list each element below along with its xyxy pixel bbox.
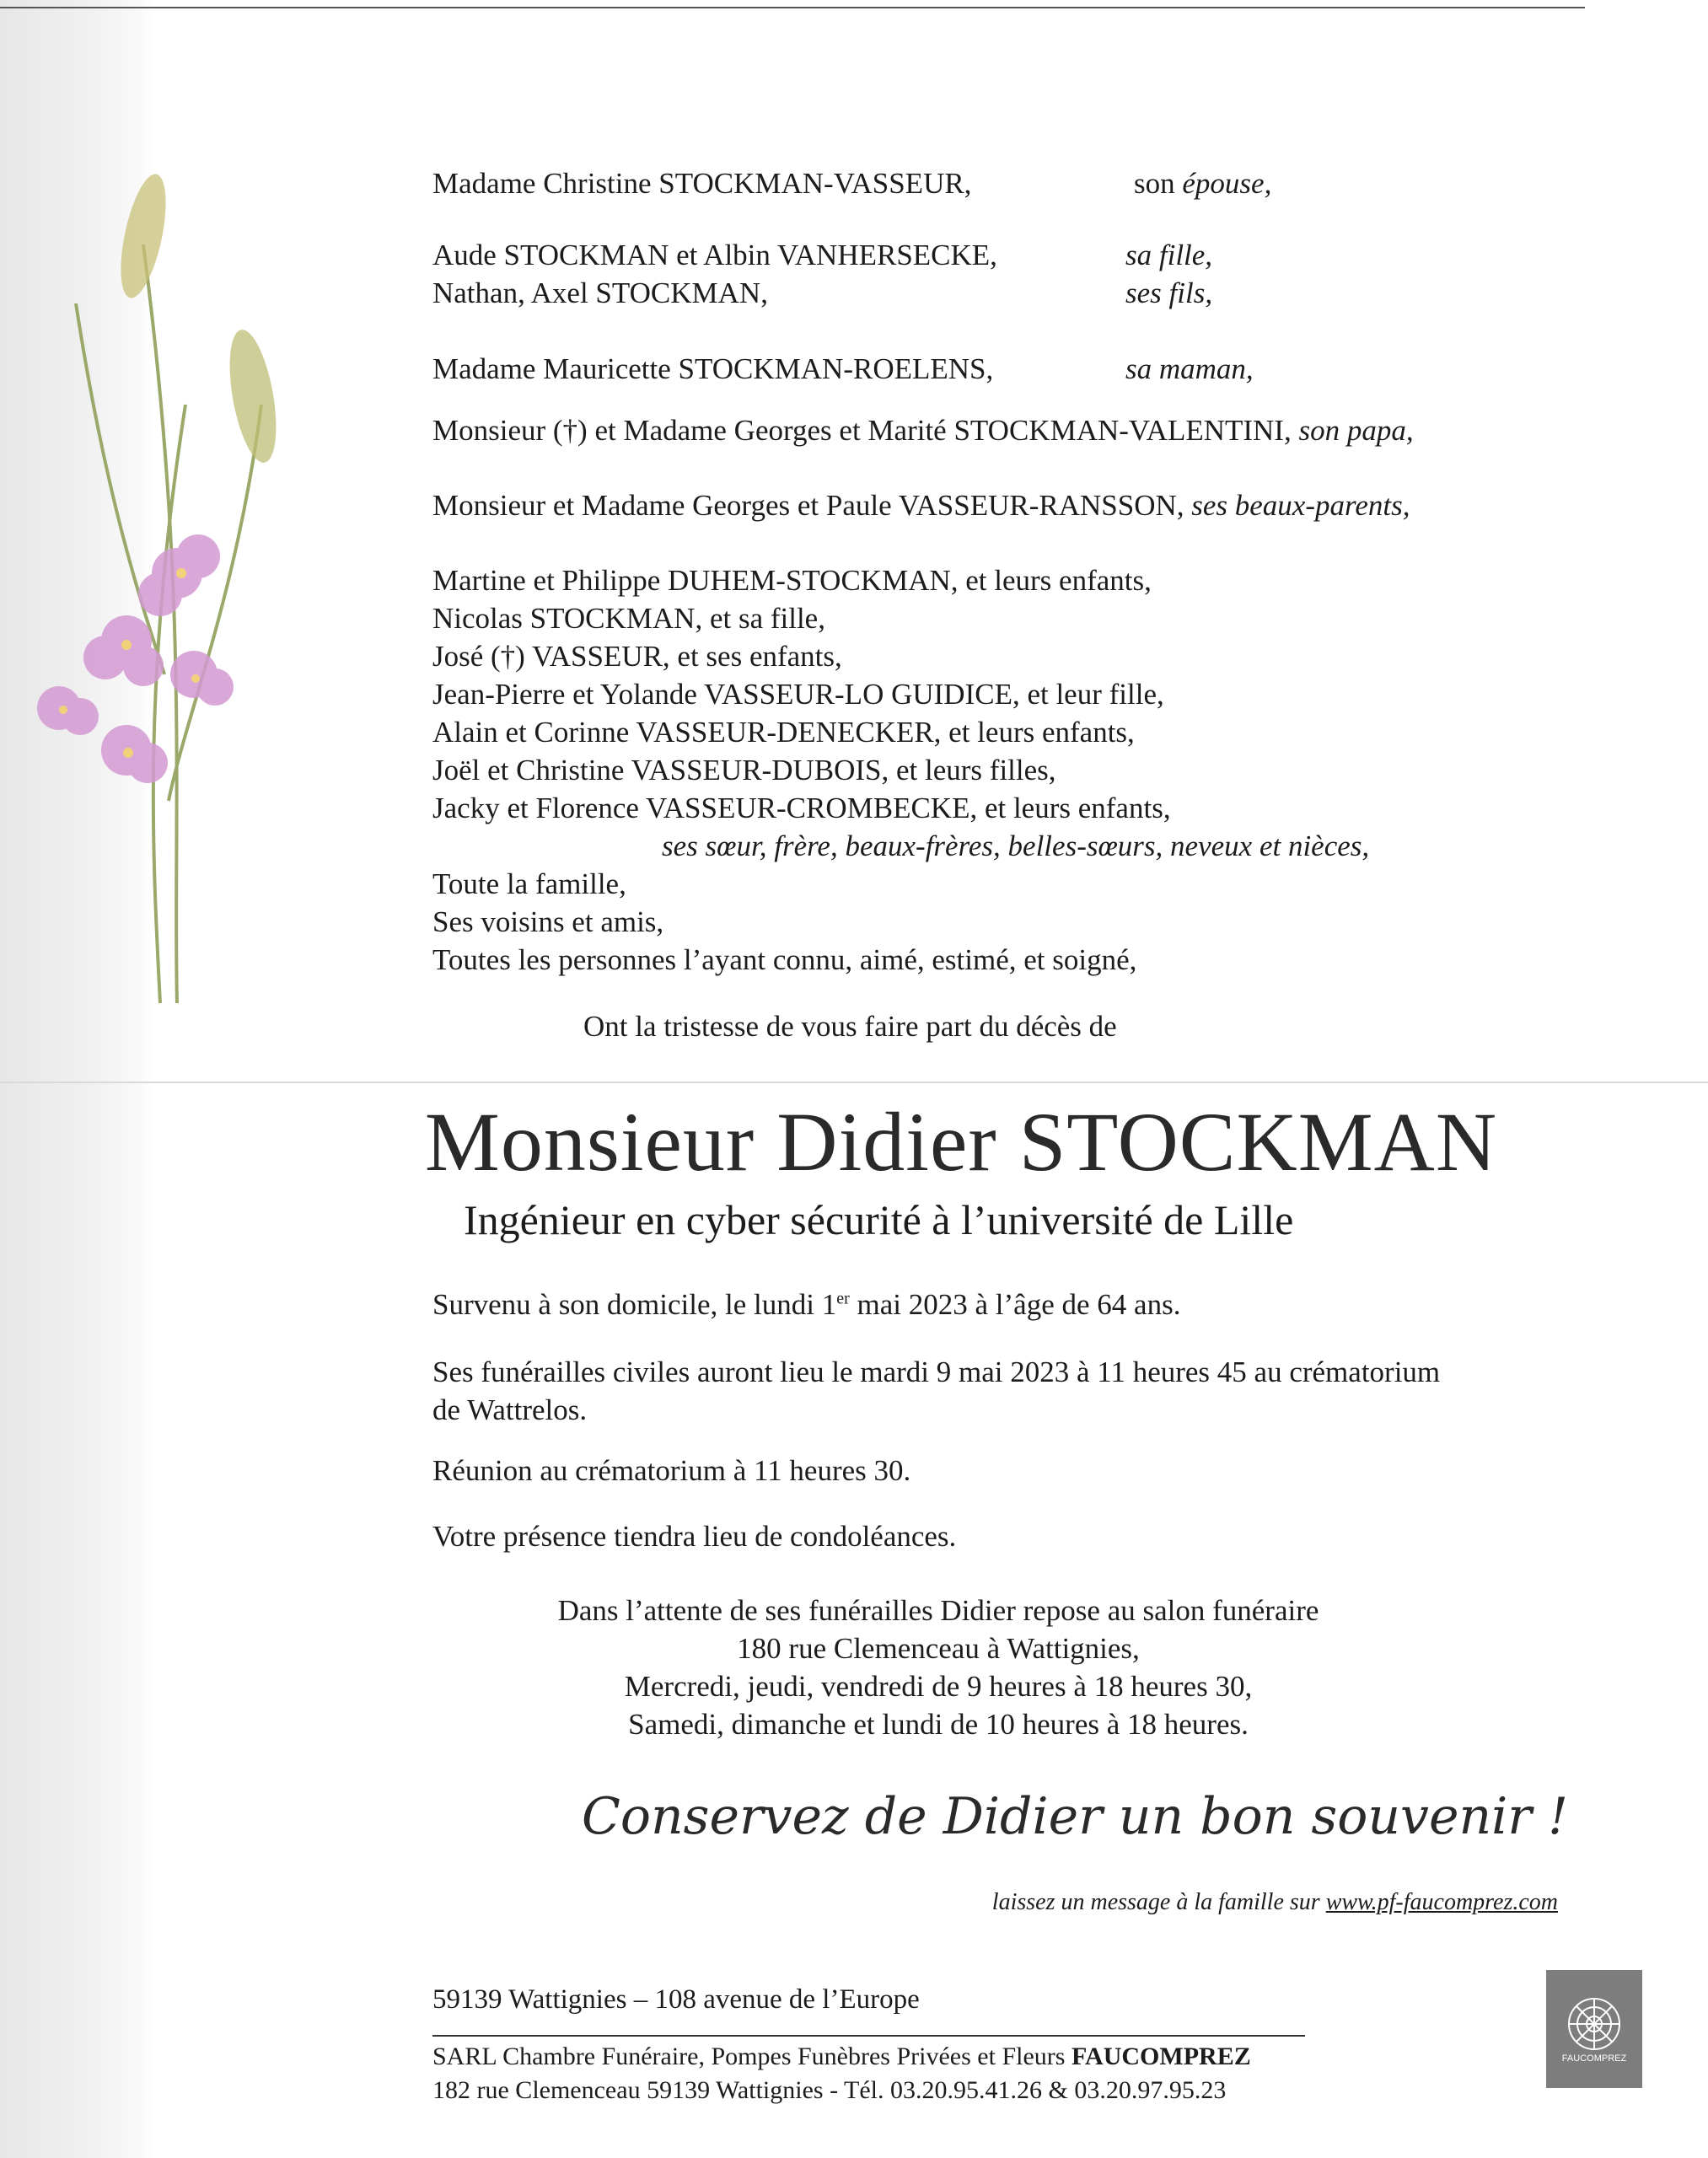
in-laws-name: Monsieur et Madame Georges et Paule VASSEUR-RANSSON, — [432, 489, 1184, 522]
company-logo — [1546, 1970, 1642, 2088]
online-message — [843, 1886, 1558, 1919]
siblings-relation: ses sœur, frère, beaux-frères, belles-sœurs, neveux et nièces, — [662, 829, 1370, 862]
others-line: Toutes les personnes l’ayant connu, aimé, estimé, et soigné, — [432, 943, 1137, 976]
death-text-start: Survenu à son domicile, le lundi 1 — [432, 1288, 837, 1321]
viewing-line: Dans l’attente de ses funérailles Didier repose au salon funéraire — [557, 1594, 1319, 1627]
footer-divider — [432, 2035, 1305, 2037]
father-line — [432, 411, 1414, 449]
death-ordinal: er — [836, 1289, 850, 1308]
sibling-line: Martine et Philippe DUHEM-STOCKMAN, et leurs enfants, — [432, 564, 1152, 597]
top-border-line — [0, 7, 1585, 8]
viewing-line: Samedi, dimanche et lundi de 10 heures à 18 heures. — [628, 1708, 1249, 1741]
mother-name: Madame Mauricette STOCKMAN-ROELENS, — [432, 352, 994, 385]
deceased-name: Monsieur Didier STOCKMAN — [424, 1095, 1498, 1189]
others-line: Ses voisins et amis, — [432, 905, 664, 938]
logo-caption: FAUCOMPREZ — [1561, 2053, 1627, 2064]
website-link[interactable]: www.pf-faucomprez.com — [1325, 1889, 1558, 1915]
announcement-text: Ont la tristesse de vous faire part du décès de — [583, 1010, 1117, 1043]
sibling-line: Jean-Pierre et Yolande VASSEUR-LO GUIDICE, et leur fille, — [432, 678, 1164, 711]
company-prefix: SARL Chambre Funéraire, Pompes Funèbres Privées et Fleurs — [432, 2043, 1072, 2070]
company-line — [432, 2040, 1251, 2074]
sons-name: Nathan, Axel STOCKMAN, — [432, 276, 768, 309]
spouse-relation: son épouse, — [1134, 167, 1272, 200]
sibling-line: Joël et Christine VASSEUR-DUBOIS, et leurs filles, — [432, 754, 1056, 786]
condolences-text: Votre présence tiendra lieu de condoléances. — [432, 1520, 957, 1553]
closing-phrase: Conservez de Didier un bon souvenir ! — [582, 1787, 1569, 1846]
death-text-end: mai 2023 à l’âge de 64 ans. — [849, 1288, 1181, 1321]
father-name: Monsieur (†) et Madame Georges et Marité STOCKMAN-VALENTINI, — [432, 414, 1292, 447]
mother-relation: sa maman, — [1125, 352, 1254, 385]
in-laws-relation: ses beaux-parents, — [1191, 489, 1410, 522]
flower-illustration-icon — [17, 126, 295, 1012]
in-laws-line — [432, 486, 1410, 524]
company-contact: 182 rue Clemenceau 59139 Wattignies - Tél. 03.20.95.41.26 & 03.20.97.95.23 — [432, 2076, 1227, 2104]
company-name: FAUCOMPREZ — [1071, 2043, 1251, 2070]
daughter-relation: sa fille, — [1125, 239, 1213, 271]
sibling-line: Nicolas STOCKMAN, et sa fille, — [432, 602, 825, 635]
others-line: Toute la famille, — [432, 867, 626, 900]
death-details — [432, 1286, 1180, 1323]
rosette-icon — [1565, 1994, 1624, 2053]
footer-address: 59139 Wattignies – 108 avenue de l’Europe — [432, 1984, 920, 2015]
funeral-line-1: Ses funérailles civiles auront lieu le mardi 9 mai 2023 à 11 heures 45 au crématorium — [432, 1355, 1441, 1388]
funeral-line-2: de Wattrelos. — [432, 1393, 588, 1426]
meeting-text: Réunion au crématorium à 11 heures 30. — [432, 1454, 911, 1487]
deceased-profession: Ingénieur en cyber sécurité à l’université de Lille — [464, 1196, 1294, 1243]
message-prefix: laissez un message à la famille sur — [991, 1889, 1326, 1915]
fold-line — [0, 1082, 1708, 1083]
sibling-line: Alain et Corinne VASSEUR-DENECKER, et leurs enfants, — [432, 716, 1135, 749]
sons-relation: ses fils, — [1125, 276, 1213, 309]
sibling-line: José (†) VASSEUR, et ses enfants, — [432, 640, 842, 673]
viewing-line: Mercredi, jeudi, vendredi de 9 heures à 18 heures 30, — [624, 1670, 1253, 1703]
father-relation: son papa, — [1298, 414, 1414, 447]
viewing-line: 180 rue Clemenceau à Wattignies, — [737, 1632, 1140, 1665]
daughter-name: Aude STOCKMAN et Albin VANHERSECKE, — [432, 239, 997, 271]
sibling-line: Jacky et Florence VASSEUR-CROMBECKE, et leurs enfants, — [432, 792, 1171, 824]
spouse-name: Madame Christine STOCKMAN-VASSEUR, — [432, 167, 972, 200]
